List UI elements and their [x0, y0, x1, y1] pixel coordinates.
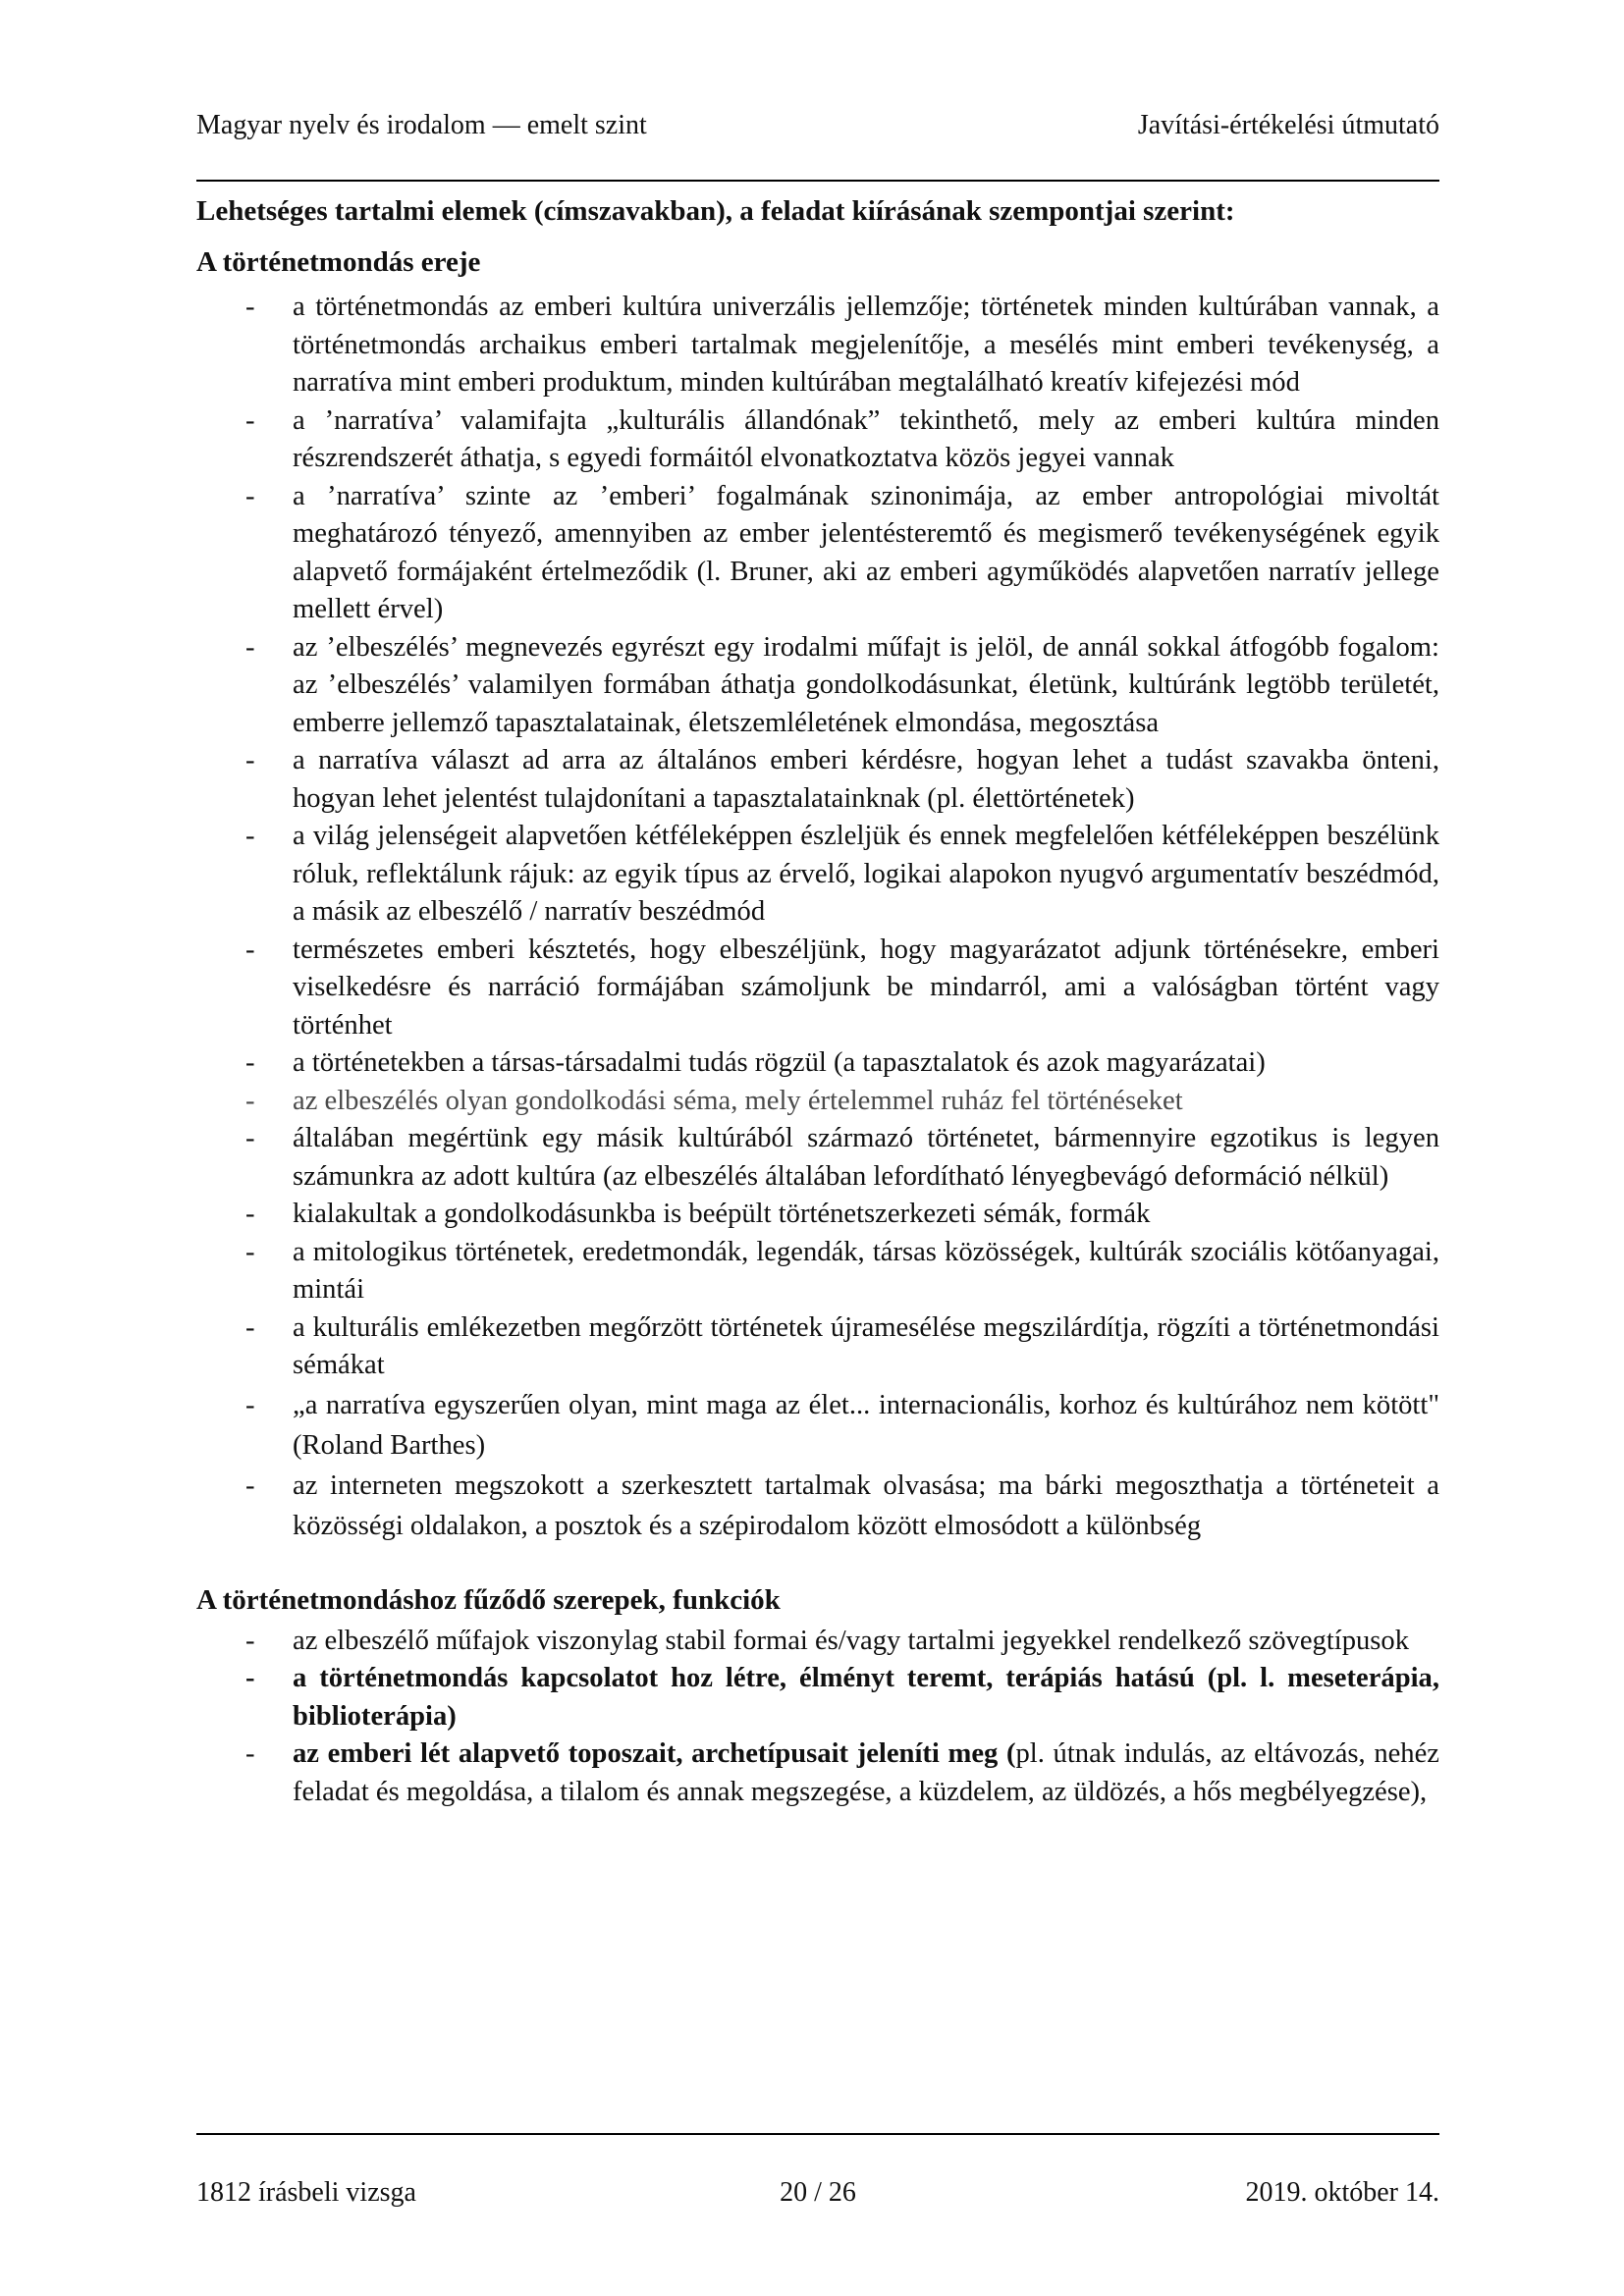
- list-item-text: a ’narratíva’ szinte az ’emberi’ fogalmának szinonimája, az ember antropológiai mivoltát meghatározó tényező, amennyiben az ember jelentésteremtő és megismerő tevékenységének egyik alapvető formájaként értelmeződik (l. Bruner, aki az emberi agyműködés alapvetően narratív jellege mellett érvel): [293, 480, 1439, 624]
- list-item-text: kialakultak a gondolkodásunkba is beépült történetszerkezeti sémák, formák: [293, 1199, 1151, 1229]
- list-item-text: a történetmondás az emberi kultúra univerzális jellemzője; történetek minden kultúrában vannak, a történetmondás archaikus emberi tartalmak megjelenítője, a mesélés mint emberi tevékenység, a narratíva mint emberi produktum, minden kultúrában megtalálható kreatív kifejezési mód: [293, 292, 1439, 398]
- header-left: Magyar nyelv és irodalom — emelt szint: [196, 110, 647, 140]
- list-item-text: az interneten megszokott a szerkesztett tartalmak olvasása; ma bárki megoszthatja a történeteit a közösségi oldalakon, a posztok és a szépirodalom között elmosódott a különbség: [293, 1469, 1439, 1541]
- dash-bullet: -: [245, 480, 255, 511]
- dash-bullet: -: [245, 745, 255, 775]
- list-item-text: a világ jelenségeit alapvetően kétféleképpen észleljük és ennek megfelelően kétféleképpen beszélünk róluk, reflektálunk rájuk: az egyik típus az érvelő, logikai alapokon nyugvó argumentatív beszédmód, a másik az elbeszélő / narratív beszédmód: [293, 821, 1439, 927]
- dash-bullet: -: [245, 1625, 255, 1656]
- page-header: [196, 110, 1439, 141]
- list-item-text: a történetmondás kapcsolatot hoz létre, élményt teremt, terápiás hatású (pl. l. meseterápia, biblioterápia): [293, 1663, 1439, 1732]
- list-item-bold-text: az emberi lét alapvető toposzait, archetípusait jeleníti meg (: [293, 1738, 1016, 1769]
- dash-bullet: -: [245, 821, 255, 851]
- list-item-text: a mitologikus történetek, eredetmondák, legendák, társas közösségek, kultúrák szociális kötőanyagai, mintái: [293, 1236, 1439, 1305]
- list-item-text: pl. útnak indulás, az eltávozás, nehéz feladat és megoldása, a tilalom és annak megszegése, a küzdelem, az üldözés, a hős megbélyegzése),: [293, 1738, 1439, 1807]
- list-item: [196, 402, 1439, 478]
- dash-bullet: -: [245, 292, 255, 322]
- footer-rule: [196, 2133, 1439, 2135]
- footer-date: 2019. október 14.: [1245, 2177, 1439, 2208]
- dash-bullet: -: [245, 1738, 255, 1769]
- list-item-text: a történetekben a társas-társadalmi tudás rögzül (a tapasztalatok és azok magyarázatai): [293, 1047, 1266, 1078]
- list-item-text: az elbeszélés olyan gondolkodási séma, mely értelemmel ruház fel történéseket: [293, 1085, 1183, 1116]
- page-number: 20 / 26: [780, 2177, 856, 2208]
- dash-bullet: -: [245, 1236, 255, 1267]
- section-1-list: [196, 289, 1439, 1546]
- dash-bullet: -: [245, 1311, 255, 1343]
- section-2-list: [196, 1623, 1439, 1812]
- page-footer: [196, 2177, 1439, 2209]
- list-item-text: a kulturális emlékezetben megőrzött történetek újramesélése megszilárdítja, rögzíti a történetmondási sémákat: [293, 1311, 1439, 1380]
- intro-heading: Lehetséges tartalmi elemek (címszavakban), a feladat kiírásának szempontjai szerint:: [196, 195, 1235, 227]
- list-item: [196, 1660, 1439, 1735]
- dash-bullet: -: [245, 1663, 255, 1693]
- list-item-text: a narratíva választ ad arra az általános emberi kérdésre, hogyan lehet a tudást szavakba önteni, hogyan lehet jelentést tulajdonítani a tapasztalatainknak (pl. élettörténetek): [293, 745, 1439, 814]
- list-item: [196, 478, 1439, 629]
- list-item-text: a ’narratíva’ valamifajta „kulturális állandónak” tekinthető, mely az emberi kultúra minden részrendszerét áthatja, s egyedi formáitól elvonatkoztatva közös jegyei vannak: [293, 404, 1439, 473]
- dash-bullet: -: [245, 631, 255, 663]
- footer-left: 1812 írásbeli vizsga: [196, 2177, 416, 2208]
- list-item: [196, 1466, 1439, 1546]
- list-item: [196, 932, 1439, 1045]
- page-content: [196, 192, 1439, 1811]
- list-item-text: „a narratíva egyszerűen olyan, mint maga az élet... internacionális, korhoz és kultúrához nem kötött" (Roland Barthes): [293, 1389, 1439, 1461]
- section-title-2: A történetmondáshoz fűződő szerepek, funkciók: [196, 1583, 781, 1616]
- dash-bullet: -: [245, 404, 255, 436]
- dash-bullet: -: [245, 1047, 255, 1078]
- list-item: [196, 1234, 1439, 1309]
- dash-bullet: -: [245, 1123, 255, 1153]
- list-item-text: az ’elbeszélés’ megnevezés egyrészt egy irodalmi műfajt is jelöl, de annál sokkal átfogóbb fogalom: az ’elbeszélés’ valamilyen formában áthatja gondolkodásunkat, életünk, kultúránk legtöbb területét, emberre jellemző tapasztalatainak, életszemléletének elmondása, megosztása: [293, 631, 1439, 738]
- list-item: [196, 629, 1439, 743]
- list-item: [196, 818, 1439, 932]
- list-item: [196, 1623, 1439, 1661]
- dash-bullet: -: [245, 1469, 255, 1501]
- dash-bullet: -: [245, 1199, 255, 1229]
- list-item: [196, 1735, 1439, 1811]
- header-right: Javítási-értékelési útmutató: [1137, 110, 1439, 140]
- list-item: [196, 1083, 1439, 1121]
- list-item: [196, 742, 1439, 818]
- header-rule: [196, 180, 1439, 182]
- list-item-text: általában megértünk egy másik kultúrából származó történetet, bármennyire egzotikus is legyen számunkra az adott kultúra (az elbeszélés általában lefordítható lényegbevágó deformáció nélkül): [293, 1123, 1439, 1192]
- dash-bullet: -: [245, 934, 255, 965]
- list-item: [196, 1196, 1439, 1234]
- list-item-text: az elbeszélő műfajok viszonylag stabil formai és/vagy tartalmi jegyekkel rendelkező szövegtípusok: [293, 1625, 1410, 1656]
- dash-bullet: -: [245, 1389, 255, 1420]
- list-item: [196, 1120, 1439, 1196]
- section-title-1: A történetmondás ereje: [196, 246, 481, 278]
- dash-bullet: -: [245, 1085, 255, 1116]
- list-item: [196, 289, 1439, 402]
- list-item: [196, 1309, 1439, 1385]
- list-item: [196, 1044, 1439, 1083]
- list-item: [196, 1385, 1439, 1466]
- list-item-text: természetes emberi késztetés, hogy elbeszéljünk, hogy magyarázatot adjunk történésekre, emberi viselkedésre és narráció formájában számoljunk be mindarról, ami a valóságban történt vagy történhet: [293, 934, 1439, 1041]
